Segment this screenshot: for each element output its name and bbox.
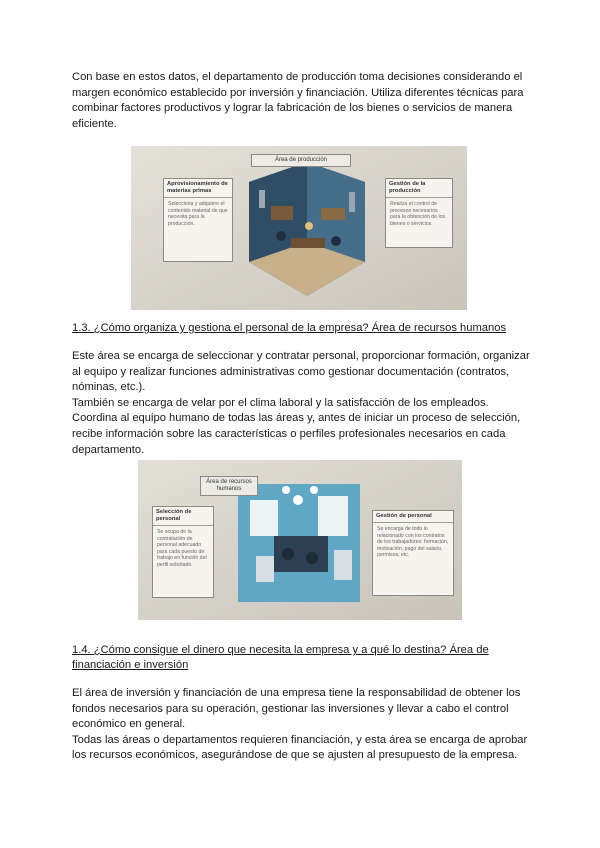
figure2-title: Área de recursos humanos [200,476,258,496]
section13-line: nóminas, etc.). [72,381,146,394]
intro-paragraph [72,70,532,132]
section13-line: departamento. [72,443,145,456]
section13-line: al equipo y realizar funciones administrativas como gestionar documentación (contratos, [72,365,510,378]
intro-line: eficiente. [72,117,117,130]
section14-line: económico en general. [72,718,186,731]
section14-line: fondos necesarios para su operación, gestionar las inversiones y llevar a cabo el control [72,702,509,715]
figure2-left-body: Se ocupa de la contratación de personal adecuado para cada puesto de trabajo en función del perfil solicitado. [157,529,207,568]
section-1-3-paragraph [72,349,532,458]
figure1-left-title: Aprovisionamiento de materias primas [164,179,232,198]
figure2-left-title: Selección de personal [153,507,213,526]
section14-line: Todas las áreas o departamentos requieren financiación, y esta área se encarga de aprobar [72,733,528,746]
figure1-right-body: Realiza el control de procesos necesarios para la obtención de los bienes o servicios. [390,201,446,227]
intro-line: margen económico establecido por inversión y financiación. Utiliza diferentes técnicas para [72,86,524,99]
intro-line: combinar factores productivos y lograr la fabricación de los bienes o servicios de manera [72,102,513,115]
section13-line: También se encarga de velar por el clima laboral y la satisfacción de los empleados. [72,396,489,409]
section-1-3-heading: 1.3. ¿Cómo organiza y gestiona el personal de la empresa? Área de recursos humanos [72,322,507,334]
section14-line: El área de inversión y financiación de una empresa tiene la responsabilidad de obtener los [72,687,521,699]
figure2-right-body: Se encarga de todo lo relacionado con los contratos de los trabajadores: formación, motivación, pago del salario, permisos, etc. [377,526,449,558]
figure1-right-box [385,178,453,248]
section14-line: los recursos económicos, asegurándose de que se ajusten al presupuesto de la empresa. [72,749,518,762]
section-1-4-heading [72,643,512,673]
figure2-right-box [372,510,454,596]
figure1-left-box [163,178,233,262]
figure1-right-title: Gestión de la producción [386,179,452,198]
section13-line: Coordina al equipo humano de todas las áreas y, antes de iniciar un proceso de selección, [72,412,521,425]
section14-heading-line: financiación e inversión [72,659,189,671]
hr-area-figure [138,460,462,620]
figure1-title: Área de producción [251,154,351,167]
section13-line: Este área se encarga de seleccionar y contratar personal, proporcionar formación, organizar [72,350,530,362]
intro-line: Con base en estos datos, el departamento de producción toma decisiones considerando el [72,71,523,83]
figure1-left-body: Selecciona y adquiere el contenido material de que necesita para la producción. [168,201,228,227]
section14-heading-line: 1.4. ¿Cómo consigue el dinero que necesita la empresa y a qué lo destina? Área de [72,644,489,656]
figure2-right-title: Gestión de personal [373,511,453,523]
section-1-4-paragraph [72,686,532,764]
production-area-figure [131,146,467,310]
figure2-left-box [152,506,214,598]
section13-line: recibe información sobre las características o perfiles profesionales necesarios en cada [72,427,506,440]
